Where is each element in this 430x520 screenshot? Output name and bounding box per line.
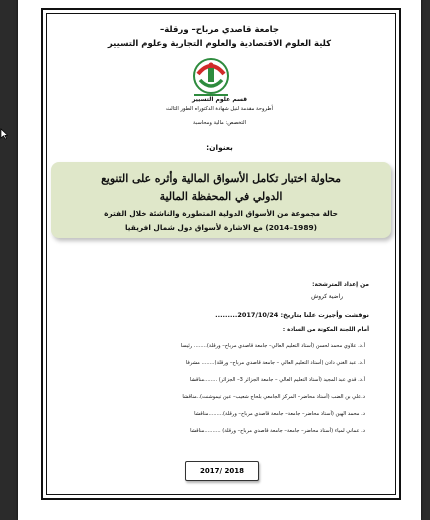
- department-name: قسم علوم التسيير: [191, 96, 248, 103]
- committee-member-1: أ.د. علاوي محمد لحسن (أستاذ التعليم العالي– جامعة قاصدي مرباح– ورقلة)........ رئيسا: [180, 343, 365, 349]
- committee-member-3: أ.د. قدي عبد المجيد (أستاذ التعليم العالي – جامعة الجزائر 3– الجزائر) ........مناقشا: [189, 377, 365, 383]
- committee-member-6: د. عماني لمياء (أستاذ محاضر– جامعة– جامعة قاصدي مرباح– ورقلة) ..........مناقشا: [190, 428, 365, 434]
- mouse-cursor-icon: [0, 128, 8, 140]
- thesis-title-box: [51, 162, 391, 238]
- committee-title: أمام اللجنة المكونة من السادة :: [282, 327, 369, 333]
- title-label: بعنوان:: [206, 143, 233, 152]
- committee-member-2: أ.د. عبد الغني دادن (أستاذ التعليم العالي – جامعة قاصدي مرباح– ورقلة)........ مشرفا: [185, 360, 365, 366]
- document-page: [18, 0, 421, 520]
- university-logo: [184, 50, 238, 102]
- case-study-line-2: (1989–2014) مع الاشارة لأسواق دول شمال افريقيا: [125, 223, 317, 232]
- committee-member-4: د.علي بن الضب (أستاذ محاضر– المركز الجامعي بلحاج شعيب– عين تيموشنت)..مناقشا: [182, 394, 365, 400]
- author-name: راضية كروش: [311, 294, 343, 300]
- academic-year: 2018 /2017: [185, 461, 259, 481]
- specialty: التخصص: مالية ومحاسبة: [192, 120, 247, 126]
- thesis-degree: أطروحة مقدمة لنيل شهادة الدكتوراه الطور الثالث: [166, 106, 273, 112]
- defense-date: نوقشت وأجيزت علنا بتاريخ: 2017/10/24.........: [215, 311, 369, 319]
- case-study-line-1: حالة مجموعة من الأسواق الدولية المتطورة والناشئة خلال الفترة: [104, 209, 338, 218]
- prepared-by-label: من إعداد المترشحة:: [312, 282, 369, 288]
- committee-member-5: د. محمد الهين (أستاذ محاضر– جامعة– جامعة قاصدي مرباح– ورقلة).........مناقشا: [194, 411, 365, 417]
- university-name: جامعة قاصدي مرباح– ورقلة–: [159, 25, 279, 35]
- thesis-title-line-2: الدولي في المحفظة المالية: [159, 190, 283, 203]
- faculty-name: كلية العلوم الاقتصادية والعلوم التجارية وعلوم التسيير: [107, 39, 332, 49]
- thesis-title-line-1: محاولة اختبار تكامل الأسواق المالية وأثره على التنويع: [101, 172, 341, 185]
